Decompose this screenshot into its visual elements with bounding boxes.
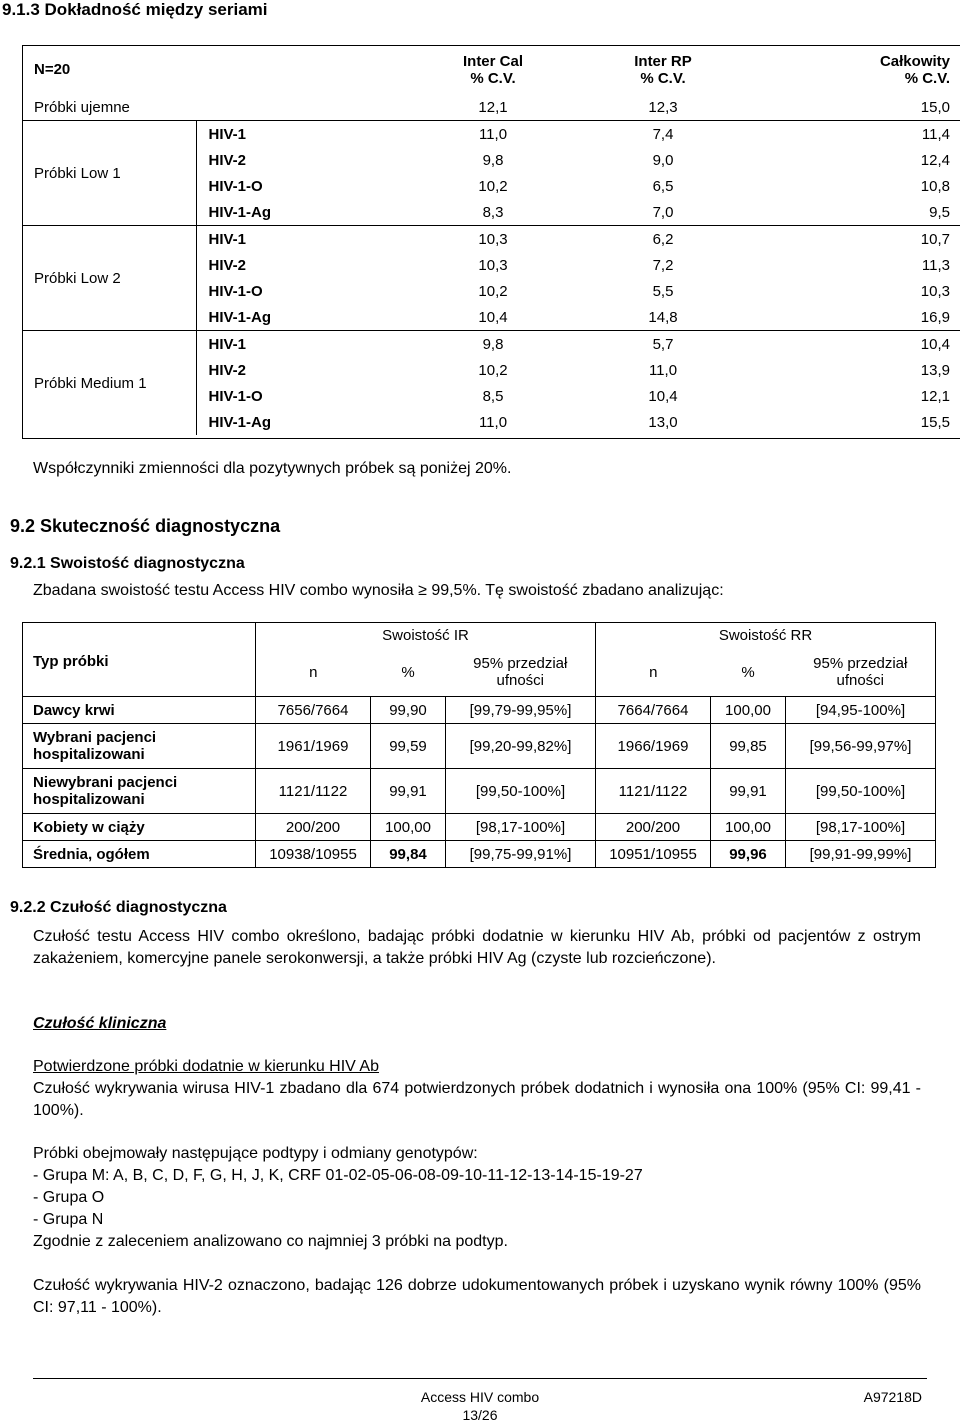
precision-header-row [22,45,960,94]
cell-v1: 12,1 [478,98,508,116]
footer-rule [33,1378,927,1379]
cell-v2: 5,7 [578,331,748,358]
gte-symbol: ≥ [418,582,427,599]
cell-v2: 10,4 [648,387,678,405]
cell-v2: 6,2 [578,226,748,253]
cell-pct-ir: 99,90 [371,697,446,724]
section-heading-913: 9.1.3 Dokładność między seriami [2,0,268,19]
footer-code: A97218D [863,1389,922,1405]
table-row [22,331,960,358]
group-label: Próbki Low 1 [22,121,196,226]
cell-v2: 7,2 [652,256,674,274]
n-header: n [596,648,711,697]
group-label: Próbki Low 2 [22,226,196,331]
table-row [23,697,936,724]
analyte-cell: HIV-1-Ag [208,203,272,221]
cell-v3: 12,4 [920,151,950,169]
cell-n-rr: 200/200 [596,814,711,841]
row-label: Kobiety w ciąży [23,814,256,841]
cell-pct-ir: 99,91 [371,769,446,814]
section-heading-92: 9.2 Skuteczność diagnostyczna [10,516,281,536]
cell-n-rr: 7664/7664 [596,697,711,724]
analyte-cell: HIV-2 [208,151,247,169]
table-row [23,724,936,769]
analyte-cell: HIV-1-O [208,387,263,405]
row-label: Niewybrani pacjenci hospitalizowani [23,769,256,814]
ci-header: 95% przedział ufności [786,648,936,697]
cell-pct-rr: 100,00 [711,697,786,724]
row-label: Dawcy krwi [23,697,256,724]
cell-n-rr: 10951/10955 [596,841,711,868]
cell-n-ir: 10938/10955 [256,841,371,868]
list-item: - Grupa O [33,1189,105,1206]
cell-v1: 8,5 [482,387,504,405]
cell-v2: 12,3 [648,98,678,116]
cell-v1: 10,4 [478,308,508,326]
cell-pct-ir: 99,59 [371,724,446,769]
cell-v3: 15,0 [920,98,950,116]
table-row [22,226,960,253]
cell-v2: 9,0 [652,151,674,169]
analyte-cell: HIV-1 [196,121,408,148]
group-label: Próbki Medium 1 [22,331,196,436]
negative-row [22,94,960,121]
subtypes-intro: Próbki obejmowały następujące podtypy i odmiany genotypów: [33,1145,478,1162]
cell-v2: 7,4 [578,121,748,148]
cell-v1: 9,8 [482,151,504,169]
footer-product: Access HIV combo [420,1389,540,1405]
spec-header-row-1 [23,623,936,649]
cell-v3: 10,3 [920,282,950,300]
cell-pct-rr: 99,96 [711,841,786,868]
analyte-cell: HIV-1-Ag [208,413,272,431]
n-header: n [256,648,371,697]
cell-v3: 11,4 [748,121,960,148]
subtypes-note: Zgodnie z zaleceniem analizowano co najmniej 3 próbki na podtyp. [33,1233,508,1250]
n-label: N=20 [34,61,71,78]
ci-header: 95% przedział ufności [446,648,596,697]
cell-pct-rr: 99,85 [711,724,786,769]
cell-ci-ir: [99,20-99,82%] [446,724,596,769]
ir-header: Swoistość IR [256,623,596,649]
footer [0,1388,960,1424]
cell-v1: 9,8 [408,331,578,358]
cv-note: Współczynniki zmienności dla pozytywnych próbek są poniżej 20%. [33,460,512,477]
specificity-intro-text-2: 99,5%. Tę swoistość zbadano analizując: [431,582,724,599]
cell-v3: 9,5 [929,203,950,221]
cell-pct-rr: 99,91 [711,769,786,814]
precision-table [22,45,960,435]
analyte-cell: HIV-1-Ag [208,308,272,326]
cell-ci-ir: [99,79-99,95%] [446,697,596,724]
list-item: - Grupa N [33,1211,104,1228]
sensitivity-paragraph: Czułość testu Access HIV combo określono, badając próbki dodatnie w kierunku HIV Ab, próbki od pacjentów z ostrym zakażeniem, komercyjne panele serokonwersji, a także próbki HIV Ag (czyste lub rozcieńczone). [33,928,921,967]
pct-header: % [711,648,786,697]
specificity-table [22,622,936,868]
cell-pct-ir: 100,00 [371,814,446,841]
cell-ci-ir: [99,75-99,91%] [446,841,596,868]
col-inter-rp-header: Inter RP % C.V. [634,52,692,87]
cell-ci-rr: [99,91-99,99%] [786,841,936,868]
cell-v3: 11,3 [921,256,950,274]
cell-v2: 7,0 [652,203,674,221]
clinical-sensitivity-heading: Czułość kliniczna [33,1015,167,1032]
cell-pct-ir: 99,84 [371,841,446,868]
analyte-cell: HIV-1 [196,331,408,358]
cell-pct-rr: 100,00 [711,814,786,841]
type-header: Typ próbki [23,623,256,697]
page-number: 13/26 [462,1407,498,1423]
row-label: Próbki ujemne [34,98,130,116]
col-inter-cal-header: Inter Cal % C.V. [462,52,523,87]
cell-v2: 13,0 [648,413,678,431]
cell-v3: 13,9 [920,361,950,379]
rr-header: Swoistość RR [596,623,936,649]
cell-n-ir: 200/200 [256,814,371,841]
cell-v1: 11,0 [408,121,578,148]
cell-ci-rr: [99,56-99,97%] [786,724,936,769]
table-row [23,841,936,868]
cell-n-ir: 1961/1969 [256,724,371,769]
cell-v1: 10,2 [478,282,508,300]
cell-n-rr: 1966/1969 [596,724,711,769]
specificity-intro-text: Zbadana swoistość testu Access HIV combo wynosiła [33,582,414,599]
table-row [23,814,936,841]
cell-ci-ir: [99,50-100%] [446,769,596,814]
table-row [23,769,936,814]
section-heading-921: 9.2.1 Swoistość diagnostyczna [10,555,245,572]
section-heading-922: 9.2.2 Czułość diagnostyczna [10,899,227,916]
table-row [22,121,960,148]
col-total-header: Całkowity % C.V. [879,52,950,87]
confirmed-heading: Potwierdzone próbki dodatnie w kierunku HIV Ab [33,1058,379,1075]
row-label: Średnia, ogółem [23,841,256,868]
cell-v1: 10,2 [478,361,508,379]
hiv1-paragraph: Czułość wykrywania wirusa HIV-1 zbadano dla 674 potwierdzonych próbek dodatnich i wynosiła ona 100% (95% CI: 99,41 - 100%). [33,1080,921,1119]
cell-v3: 15,5 [920,413,950,431]
cell-v1: 10,2 [478,177,508,195]
cell-ci-rr: [98,17-100%] [786,814,936,841]
cell-ci-ir: [98,17-100%] [446,814,596,841]
analyte-cell: HIV-1 [196,226,408,253]
cell-v1: 8,3 [482,203,504,221]
cell-v1: 11,0 [478,413,508,431]
cell-v3: 10,7 [748,226,960,253]
cell-v2: 14,8 [648,308,678,326]
cell-v3: 10,4 [748,331,960,358]
cell-v3: 16,9 [920,308,950,326]
cell-n-rr: 1121/1122 [596,769,711,814]
cell-n-ir: 7656/7664 [256,697,371,724]
analyte-cell: HIV-1-O [208,282,263,300]
cell-v2: 5,5 [652,282,674,300]
analyte-cell: HIV-2 [208,361,247,379]
cell-ci-rr: [94,95-100%] [786,697,936,724]
analyte-cell: HIV-2 [208,256,247,274]
analyte-cell: HIV-1-O [208,177,263,195]
hiv2-paragraph: Czułość wykrywania HIV-2 oznaczono, badając 126 dobrze udokumentowanych próbek i uzyskano wynik równy 100% (95% CI: 97,11 - 100%). [33,1277,921,1316]
cell-v3: 12,1 [920,387,950,405]
cell-v2: 11,0 [648,361,678,379]
cell-v1: 10,3 [478,256,508,274]
cell-ci-rr: [99,50-100%] [786,769,936,814]
list-item: - Grupa M: A, B, C, D, F, G, H, J, K, CRF 01-02-05-06-08-09-10-11-12-13-14-15-19-27 [33,1167,643,1184]
cell-v2: 6,5 [652,177,674,195]
specificity-intro [33,582,724,600]
cell-v3: 10,8 [920,177,950,195]
cell-n-ir: 1121/1122 [256,769,371,814]
row-label: Wybrani pacjenci hospitalizowani [23,724,256,769]
cell-v1: 10,3 [408,226,578,253]
pct-header: % [371,648,446,697]
